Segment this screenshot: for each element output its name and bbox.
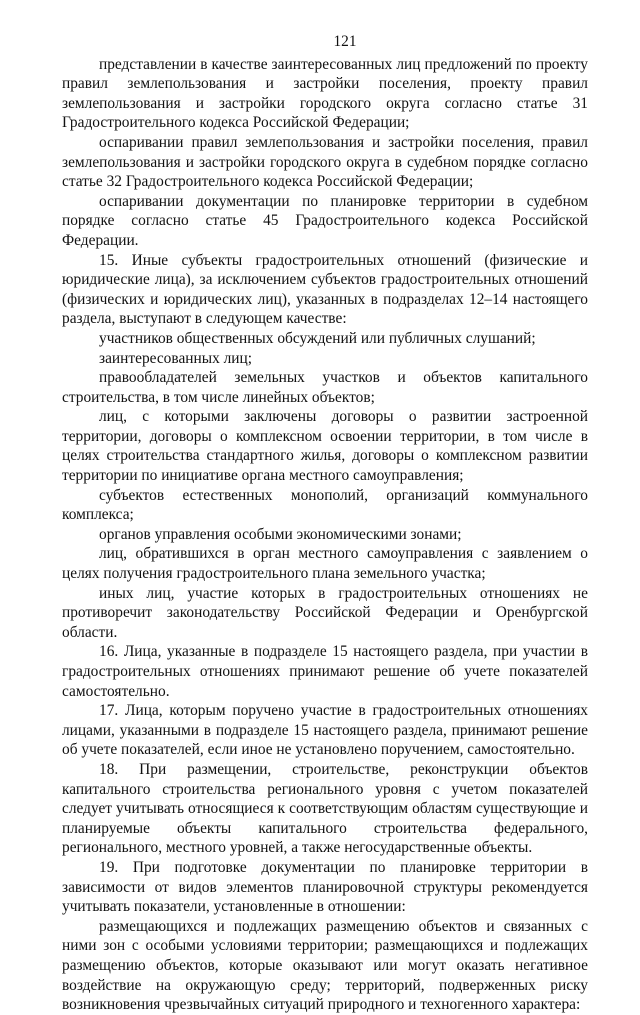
paragraph-10: органов управления особыми экономическими зонами; (99, 525, 462, 543)
paragraph-12: иных лиц, участие которых в градостроительных отношениях не противоречит законодательству Российской Федерации и Оренбургской области. (62, 584, 588, 641)
paragraph-1: представлении в качестве заинтересованных лиц предложений по проекту правил землепользования и застройки поселения, проекту правил землепользования и застройки городского округа согласно статье 31 Градостроительного кодекса Российской Федерации; (62, 55, 588, 132)
document-page (62, 32, 588, 1015)
paragraph-13: 16. Лица, указанные в подразделе 15 настоящего раздела, при участии в градостроительных отношениях принимают решение об учете показателей самостоятельно. (62, 643, 588, 700)
paragraph-3: оспаривании документации по планировке территории в судебном порядке согласно статье 45 Градостроительного кодекса Российской Федерации. (62, 192, 588, 249)
paragraph-11: лиц, обратившихся в орган местного самоуправления с заявлением о целях получения градостроительного плана земельного участка; (62, 545, 588, 583)
paragraph-7: правообладателей земельных участков и объектов капитального строительства, в том числе линейных объектов; (62, 369, 588, 406)
paragraph-9: субъектов естественных монополий, организаций коммунального комплекса; (62, 486, 588, 524)
paragraph-14: 17. Лица, которым поручено участие в градостроительных отношениях лицами, указанными в подразделе 15 настоящего раздела, принимают решение об учете показателей, если иное не установлено поручением, самостоятельно. (62, 702, 588, 759)
paragraph-16: 19. При подготовке документации по планировке территории в зависимости от видов элементов планировочной структуры рекомендуется учитывать показатели, установленные в отношении: (62, 858, 588, 916)
paragraph-8: лиц, с которыми заключены договоры о развитии застроенной территории, договоры о комплексном освоении территории, в том числе в целях строительства стандартного жилья, договоры о комплексном развитии территории по инициативе органа местного самоуправления; (62, 408, 588, 485)
paragraph-2: оспаривании правил землепользования и застройки поселения, правил землепользования и застройки городского округа в судебном порядке согласно статье 32 Градостроительного кодекса Российской Федерации; (62, 133, 588, 191)
paragraph-15: 18. При размещении, строительстве, реконструкции объектов капитального строительства регионального уровня с учетом показателей следует учитывать относящиеся к соответствующим областям существующие и планируемые объекты капитального строительства федерального, регионального, местного уровней, а также негосударственные объекты. (62, 760, 588, 857)
paragraph-6: заинтересованных лиц; (99, 349, 253, 367)
paragraph-4: 15. Иные субъекты градостроительных отношений (физические и юридические лица), за исключением субъектов градостроительных отношений (физических и юридических лиц), указанных в подразделах 12–14 настоящего раздела, выступают в следующем качестве: (62, 251, 588, 328)
paragraph-17: размещающихся и подлежащих размещению объектов и связанных с ними зон с особыми условиями территории; размещающихся и подлежащих размещению объектов, которые оказывают или могут оказать негативное воздействие на окружающую среду; территорий, подверженных риску возникновения чрезвычайных ситуаций природного и техногенного характера: (62, 917, 588, 1014)
paragraph-5: участников общественных обсуждений или публичных слушаний; (99, 329, 536, 347)
page-number: 121 (333, 33, 357, 50)
